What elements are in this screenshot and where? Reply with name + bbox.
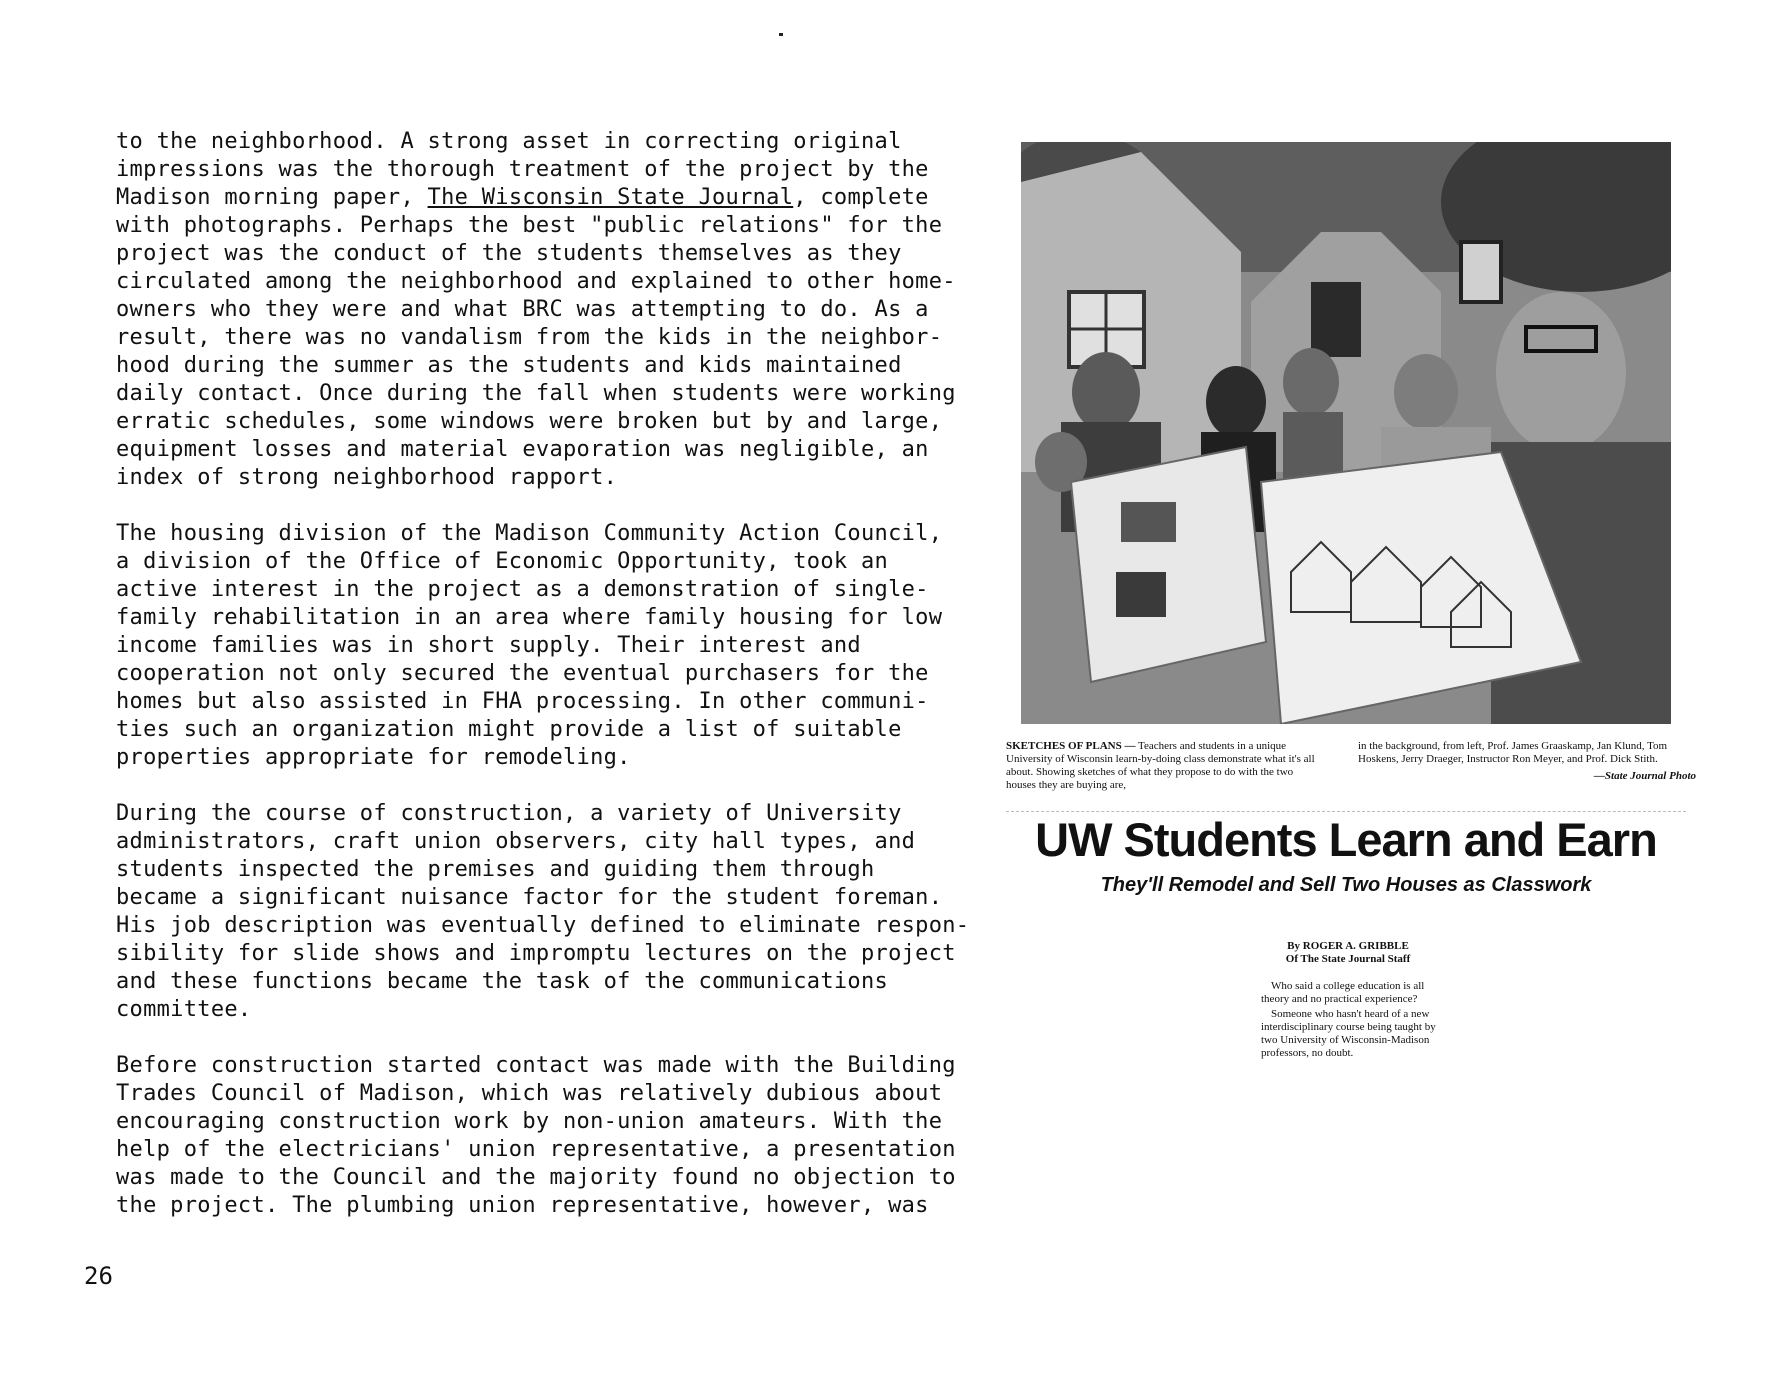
paragraph-building-trades: Before construction started contact was made with the Building Trades Council of Madison, which was relatively dubious about encouraging construction work by non-union amateurs. With the help of the electricians' union representative, a presentation was made to the Council and the majority found no objection to the project. The plumbing union representative, however, was — [116, 1053, 956, 1218]
photo-caption-left — [1006, 740, 1316, 792]
typed-body-text — [116, 128, 1006, 1248]
subheadline: They'll Remodel and Sell Two Houses as Classwork — [1100, 874, 1592, 896]
headline: UW Students Learn and Earn — [1035, 813, 1657, 866]
caption-lead: SKETCHES OF PLANS — — [1006, 740, 1136, 752]
article-paragraph-2: Someone who hasn't heard of a new interdisciplinary course being taught by two University of Wisconsin-Madison professors, no doubt. — [1261, 1008, 1436, 1059]
article-paragraph-1: Who said a college education is all theory and no practical experience? — [1261, 980, 1425, 1005]
newspaper-photo — [1021, 142, 1671, 724]
paragraph-neighborhood-start: to the neighborhood. A strong asset in correcting original impressions was the thorough treatment of the project by the Madison morning paper, — [116, 129, 929, 210]
byline — [1258, 940, 1438, 966]
newspaper-title: The Wisconsin State Journal — [427, 185, 794, 210]
paragraph-neighborhood-rest: , complete with photographs. Perhaps the best "public relations" for the project was the conduct of the students themselves as they circulated among the neighborhood and explained to other home- owners who they were and what BRC was attempting to do. As a result, there was no vandalism from the kids in the neighbor- hood during the summer as the students and kids maintained daily contact. Once during the fall when students were working erratic schedules, some windows were broken but by and large, equipment losses and material evaporation was negligible, an index of strong neighborhood rapport. — [116, 185, 956, 490]
newspaper-clipping — [1006, 140, 1696, 1100]
byline-name: By ROGER A. GRIBBLE — [1287, 940, 1409, 952]
paragraph-housing-division: The housing division of the Madison Community Action Council, a division of the Office of Economic Opportunity, took an active interest in the project as a demonstration of single- family rehabilitation in an area where family housing for low income families was in short supply. Their interest and cooperation not only secured the eventual purchasers for the homes but also assisted in FHA processing. In other communi- ties such an organization might provide a list of suitable properties appropriate for remodeling. — [116, 521, 943, 770]
page-number: 26 — [84, 1262, 113, 1290]
stray-ink-mark — [779, 33, 783, 36]
caption-left-text: Teachers and students in a unique University of Wisconsin learn-by-doing class demonstrate what it's all about. Showing sketches of what they propose to do with the two houses they are buying are, — [1006, 740, 1315, 791]
caption-right-text: in the background, from left, Prof. James Graaskamp, Jan Klund, Tom Hoskens, Jerry Draeger, Instructor Ron Meyer, and Prof. Dick Stith. — [1358, 740, 1668, 765]
photo-caption-right — [1358, 740, 1696, 783]
photo-scene — [1021, 142, 1671, 724]
paragraph-neighborhood — [116, 128, 1006, 492]
article-text — [1261, 980, 1453, 1062]
byline-staff: Of The State Journal Staff — [1285, 953, 1411, 965]
photo-credit: —State Journal Photo — [1593, 770, 1696, 782]
paragraph-construction: During the course of construction, a variety of University administrators, craft union observers, city hall types, and students inspected the premises and guiding them through became a significant nuisance factor for the student foreman. His job description was eventually defined to eliminate respon- sibility for slide shows and impromptu lectures on the project and these functions became the task of the communications committee. — [116, 801, 970, 1022]
